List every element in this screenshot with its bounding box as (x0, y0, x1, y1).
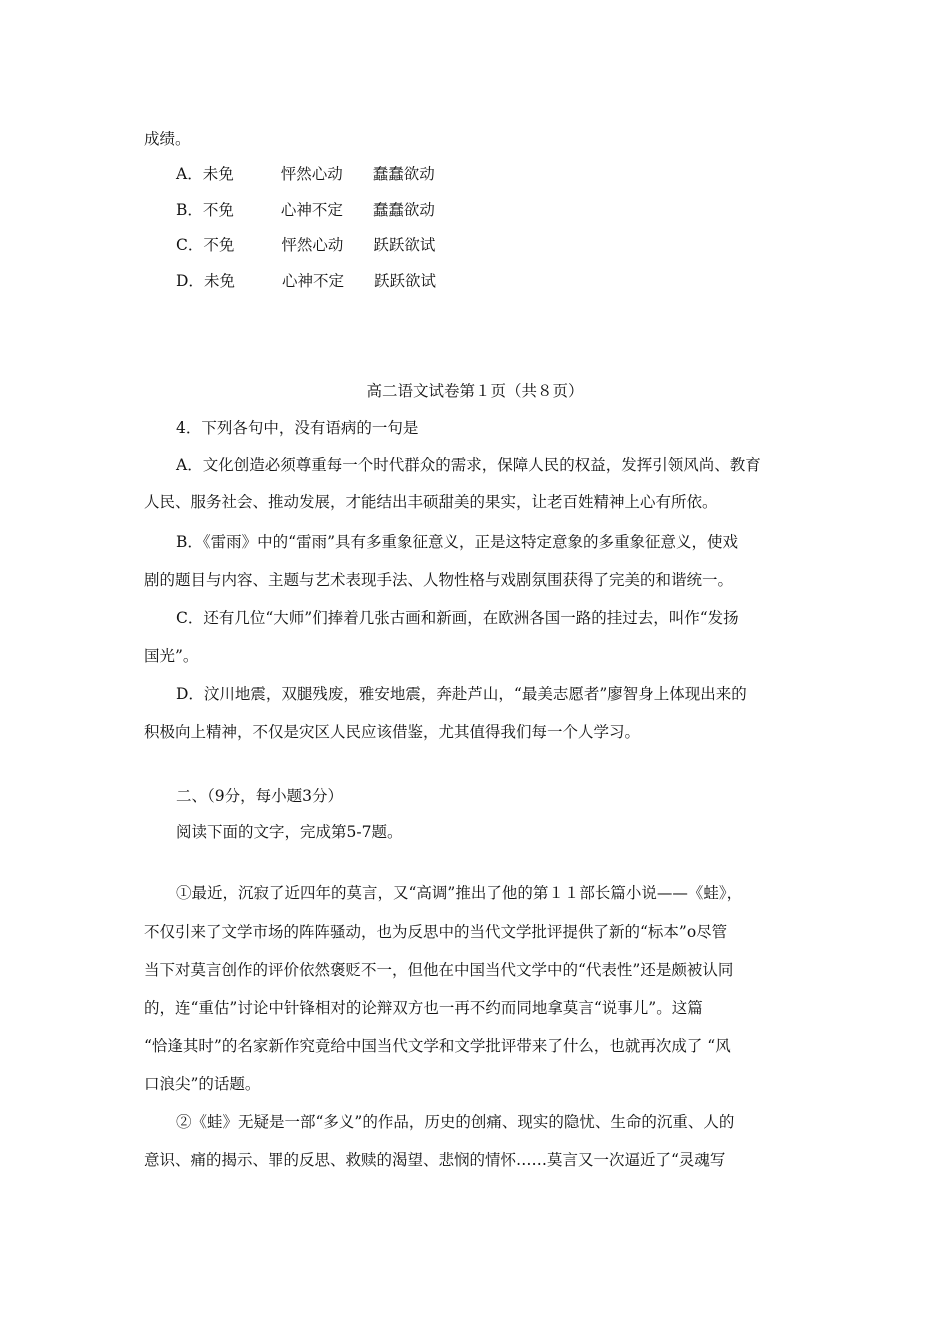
q4-option-b-line2: 剧的题目与内容、主题与艺术表现手法、人物性格与戏剧氛围获得了完美的和谐统一。 (144, 571, 734, 589)
q4-option-d-line1: D．汶川地震，双腿残废，雅安地震，奔赴芦山，“最美志愿者”廖智身上体现出来的 (176, 685, 747, 703)
page-footer: 高二语文试卷第１页（共８页） (366, 382, 584, 400)
q3-option-c: C．不免 怦然心动 跃跃欲试 (176, 236, 436, 254)
passage-line-6: 口浪尖”的话题。 (144, 1075, 261, 1093)
q3-option-a: A．未免 怦然心动 蠢蠢欲动 (176, 165, 435, 183)
q4-stem: 4．下列各句中，没有语病的一句是 (176, 419, 419, 437)
q4-option-a-line2: 人民、服务社会、推动发展，才能结出丰硕甜美的果实，让老百姓精神上心有所依。 (144, 493, 718, 511)
passage-line-3: 当下对莫言创作的评价依然褒贬不一，但他在中国当代文学中的“代表性”还是颇被认同 (144, 961, 734, 979)
section2-instruction: 阅读下面的文字，完成第5-7题。 (176, 823, 403, 841)
q4-option-d-line2: 积极向上精神，不仅是灾区人民应该借鉴，尤其值得我们每一个人学习。 (144, 723, 641, 741)
passage-line-8: 意识、痛的揭示、罪的反思、救赎的渴望、悲悯的情怀……莫言又一次逼近了“灵魂写 (144, 1151, 726, 1169)
passage-line-4: 的，连“重估”讨论中针锋相对的论辩双方也一再不约而同地拿莫言“说事儿”。这篇 (144, 999, 703, 1017)
q4-option-a-line1: A．文化创造必须尊重每一个时代群众的需求，保障人民的权益，发挥引领风尚、教育 (176, 456, 761, 474)
q3-tail-text: 成绩。 (144, 130, 191, 148)
q4-option-c-line2: 国光”。 (144, 647, 199, 665)
passage-line-5: “恰逢其时”的名家新作究竟给中国当代文学和文学批评带来了什么，也就再次成了 “风 (144, 1037, 731, 1055)
q3-option-b: B．不免 心神不定 蠢蠢欲动 (176, 201, 435, 219)
q4-option-c-line1: C．还有几位“大师”们捧着几张古画和新画，在欧洲各国一路的挂过去，叫作“发扬 (176, 609, 739, 627)
section2-title: 二、（9分，每小题3分） (176, 787, 343, 805)
passage-line-1: ①最近，沉寂了近四年的莫言，又“高调”推出了他的第１１部长篇小说——《蛙》， (176, 884, 743, 902)
passage-line-7: ②《蛙》无疑是一部“多义”的作品，历史的创痛、现实的隐忧、生命的沉重、人的 (176, 1113, 735, 1131)
passage-line-2: 不仅引来了文学市场的阵阵骚动，也为反思中的当代文学批评提供了新的“标本”o尽管 (144, 923, 728, 941)
q3-option-d: D．未免 心神不定 跃跃欲试 (176, 272, 436, 290)
q4-option-b-line1: B．《雷雨》中的“雷雨”具有多重象征意义，正是这特定意象的多重象征意义，使戏 (176, 533, 738, 551)
